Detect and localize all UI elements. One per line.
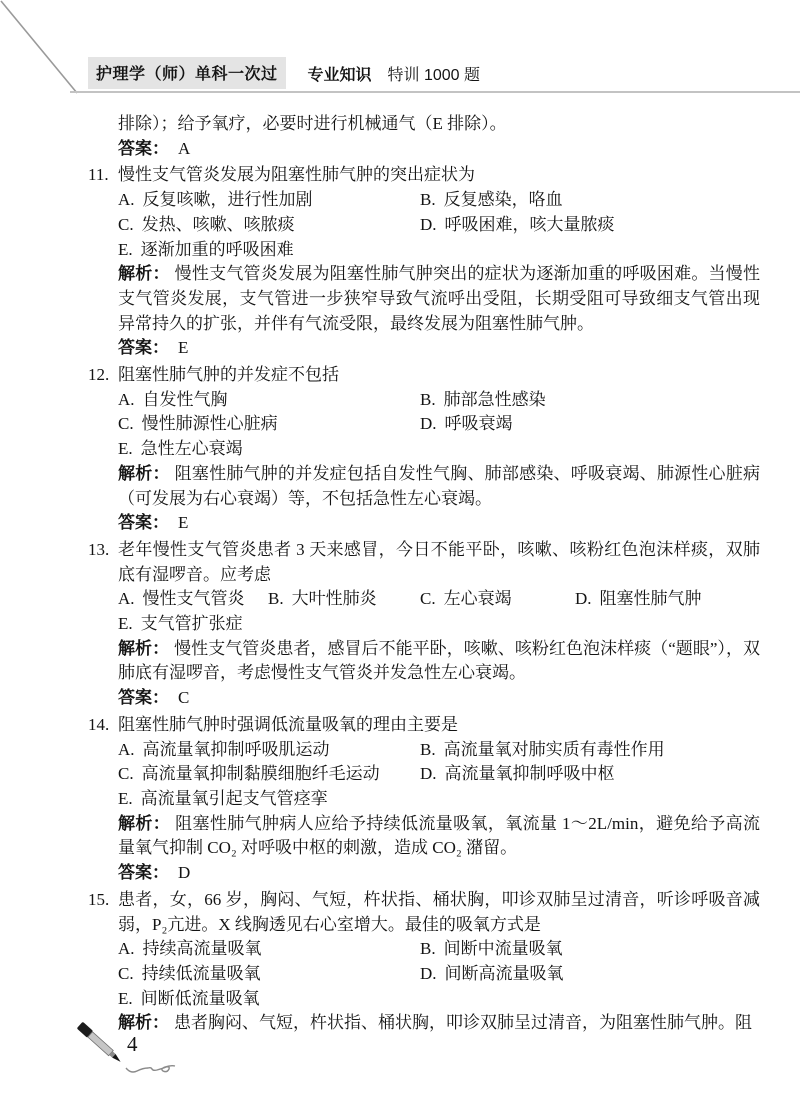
answer-value: D xyxy=(178,863,191,883)
page-number: 4 xyxy=(127,1032,138,1056)
option-text: 支气管扩张症 xyxy=(140,614,243,634)
option-text: 逐渐加重的呼吸困难 xyxy=(140,239,294,259)
option-letter: D. xyxy=(420,963,437,983)
analysis xyxy=(88,812,760,861)
option-text: 反复感染，咯血 xyxy=(443,190,563,210)
option-text: 高流量氧抑制黏膜细胞纤毛运动 xyxy=(141,764,380,784)
question-stem-text: 老年慢性支气管炎患者 3 天来感冒，今日不能平卧，咳嗽、咳粉红色泡沫样痰，双肺底有湿啰音。应考虑 xyxy=(118,539,760,584)
option-letter: A. xyxy=(118,589,135,609)
answer-label: 答案： xyxy=(118,688,169,708)
question-15 xyxy=(88,888,760,1036)
option-e xyxy=(118,787,328,812)
option-text: 高流量氧引起支气管痉挛 xyxy=(140,788,328,808)
analysis-text: 患者胸闷、气短，杵状指、桶状胸，叩诊双肺呈过清音，为阻塞性肺气肿。阻 xyxy=(174,1013,752,1033)
option-text: 左心衰竭 xyxy=(443,589,512,609)
option-text: 阻塞性肺气肿 xyxy=(599,589,702,609)
option-text: 慢性支气管炎 xyxy=(142,589,245,609)
analysis-label: 解析： xyxy=(118,1013,169,1033)
option-letter: C. xyxy=(118,414,134,434)
option-text: 肺部急性感染 xyxy=(443,389,546,409)
question-stem xyxy=(88,538,760,587)
corner-fold-line xyxy=(0,0,100,100)
option-letter: C. xyxy=(420,589,436,609)
question-number: 14. xyxy=(88,714,110,734)
option-a xyxy=(118,587,268,612)
option-letter: E. xyxy=(118,439,133,459)
options-row xyxy=(88,962,760,987)
options-row xyxy=(88,388,760,413)
answer-value: C xyxy=(178,688,190,708)
question-number: 13. xyxy=(88,539,110,559)
question-number: 15. xyxy=(88,889,110,909)
option-a xyxy=(118,937,420,962)
answer-line xyxy=(88,511,760,536)
options-row xyxy=(88,412,760,437)
answer-line xyxy=(88,861,760,886)
analysis-text: 阻塞性肺气肿病人应给予持续低流量吸氧，氧流量 1～2L/min，避免给予高流量氧气抑制 CO₂ 对呼吸中枢的刺激，造成 CO₂ 潴留。 xyxy=(118,813,761,858)
option-letter: B. xyxy=(420,939,436,959)
option-text: 自发性气胸 xyxy=(142,389,228,409)
option-c xyxy=(118,962,420,987)
question-12 xyxy=(88,363,760,536)
options-row xyxy=(88,762,760,787)
page-header xyxy=(88,57,480,89)
analysis xyxy=(88,637,760,686)
option-d xyxy=(575,587,702,612)
option-d xyxy=(420,412,513,437)
question-13 xyxy=(88,538,760,711)
option-text: 高流量氧对肺实质有毒性作用 xyxy=(443,739,665,759)
answer-label: 答案： xyxy=(118,863,169,883)
option-letter: C. xyxy=(118,963,134,983)
option-letter: E. xyxy=(118,614,133,634)
option-text: 呼吸衰竭 xyxy=(444,414,513,434)
option-c xyxy=(118,213,420,238)
option-b xyxy=(420,937,563,962)
question-number: 12. xyxy=(88,365,110,385)
answer-value: E xyxy=(178,338,189,358)
question-stem xyxy=(88,713,760,738)
option-a xyxy=(118,738,420,763)
page-content xyxy=(88,112,760,1036)
options-row xyxy=(88,587,760,612)
option-b xyxy=(420,388,546,413)
option-b xyxy=(268,587,420,612)
question-stem-text: 阻塞性肺气肿的并发症不包括 xyxy=(118,365,339,385)
option-c xyxy=(118,762,420,787)
analysis-text: 慢性支气管炎患者，感冒后不能平卧，咳嗽、咳粉红色泡沫样痰（“题眼”），双肺底有湿啰音，考虑慢性支气管炎并发急性左心衰竭。 xyxy=(118,638,761,683)
option-text: 持续高流量吸氧 xyxy=(142,939,262,959)
answer-line xyxy=(88,137,760,162)
question-stem xyxy=(88,888,760,937)
options-row xyxy=(88,738,760,763)
question-stem-text: 慢性支气管炎发展为阻塞性肺气肿的突出症状为 xyxy=(118,165,475,185)
analysis-label: 解析： xyxy=(118,813,171,833)
option-letter: C. xyxy=(118,764,134,784)
option-text: 慢性肺源性心脏病 xyxy=(141,414,278,434)
option-b xyxy=(420,738,665,763)
option-letter: A. xyxy=(118,389,135,409)
option-letter: D. xyxy=(420,214,437,234)
option-letter: E. xyxy=(118,239,133,259)
option-d xyxy=(420,962,564,987)
analysis-text: 阻塞性肺气肿的并发症包括自发性气胸、肺部感染、呼吸衰竭、肺源性心脏病（可发展为右心衰竭）等，不包括急性左心衰竭。 xyxy=(118,463,761,508)
option-d xyxy=(420,213,615,238)
option-letter: B. xyxy=(268,589,284,609)
question-stem-text: 患者，女，66 岁，胸闷、气短，杵状指、桶状胸，叩诊双肺呈过清音，听诊呼吸音减弱，P₂亢进。X 线胸透见右心室增大。最佳的吸氧方式是 xyxy=(118,889,760,934)
analysis-label: 解析： xyxy=(118,463,170,483)
option-a xyxy=(118,188,420,213)
option-a xyxy=(118,388,420,413)
analysis xyxy=(88,262,760,336)
option-text: 发热、咳嗽、咳脓痰 xyxy=(141,214,295,234)
option-text: 持续低流量吸氧 xyxy=(141,963,261,983)
header-rule xyxy=(70,91,800,93)
option-text: 高流量氧抑制呼吸肌运动 xyxy=(142,739,330,759)
option-text: 急性左心衰竭 xyxy=(140,439,243,459)
option-letter: D. xyxy=(420,414,437,434)
option-text: 大叶性肺炎 xyxy=(291,589,377,609)
option-letter: A. xyxy=(118,739,135,759)
option-e xyxy=(118,987,260,1012)
option-letter: A. xyxy=(118,939,135,959)
question-stem xyxy=(88,363,760,388)
option-e xyxy=(118,437,243,462)
answer-value: A xyxy=(178,138,191,158)
continuation-text: 排除）；给予氧疗，必要时进行机械通气（E 排除）。 xyxy=(118,114,507,133)
book-subtitle: 特训 1000 题 xyxy=(387,66,481,84)
option-e xyxy=(118,612,243,637)
options-row xyxy=(88,612,760,637)
options-row xyxy=(88,987,760,1012)
analysis xyxy=(88,462,760,511)
answer-label: 答案： xyxy=(118,338,169,358)
option-c xyxy=(118,412,420,437)
options-row xyxy=(88,787,760,812)
series-title: 护理学（师）单科一次过 xyxy=(88,57,286,89)
question-11 xyxy=(88,163,760,361)
option-d xyxy=(420,762,615,787)
question-number: 11. xyxy=(88,165,109,185)
option-letter: B. xyxy=(420,389,436,409)
option-letter: E. xyxy=(118,988,133,1008)
question-stem-text: 阻塞性肺气肿时强调低流量吸氧的理由主要是 xyxy=(118,714,458,734)
answer-label: 答案： xyxy=(118,138,169,158)
option-text: 反复咳嗽，进行性加剧 xyxy=(142,190,313,210)
option-b xyxy=(420,188,563,213)
analysis-text: 慢性支气管炎发展为阻塞性肺气肿突出的症状为逐渐加重的呼吸困难。当慢性支气管炎发展，支气管进一步狭窄导致气流呼出受阻，长期受阻可导致细支气管出现异常持久的扩张，并伴有气流受限，最终发展为阻塞性肺气肿。 xyxy=(118,264,761,333)
analysis-label: 解析： xyxy=(118,264,170,284)
section-title: 专业知识 xyxy=(307,66,372,84)
question-14 xyxy=(88,713,760,886)
options-row xyxy=(88,437,760,462)
option-letter: B. xyxy=(420,190,436,210)
answer-value: E xyxy=(178,513,189,533)
answer-line xyxy=(88,336,760,361)
analysis-label: 解析： xyxy=(118,638,170,658)
option-text: 呼吸困难，咳大量脓痰 xyxy=(444,214,615,234)
answer-label: 答案： xyxy=(118,513,169,533)
option-letter: E. xyxy=(118,788,133,808)
option-letter: A. xyxy=(118,190,135,210)
options-row xyxy=(88,937,760,962)
option-letter: C. xyxy=(118,214,134,234)
answer-line xyxy=(88,686,760,711)
option-text: 高流量氧抑制呼吸中枢 xyxy=(444,764,615,784)
option-text: 间断高流量吸氧 xyxy=(444,963,564,983)
option-text: 间断中流量吸氧 xyxy=(443,939,563,959)
option-letter: D. xyxy=(420,764,437,784)
option-c xyxy=(420,587,575,612)
options-row xyxy=(88,238,760,263)
option-letter: B. xyxy=(420,739,436,759)
options-row xyxy=(88,188,760,213)
options-row xyxy=(88,213,760,238)
option-text: 间断低流量吸氧 xyxy=(140,988,260,1008)
option-e xyxy=(118,238,294,263)
option-letter: D. xyxy=(575,589,592,609)
question-stem xyxy=(88,163,760,188)
